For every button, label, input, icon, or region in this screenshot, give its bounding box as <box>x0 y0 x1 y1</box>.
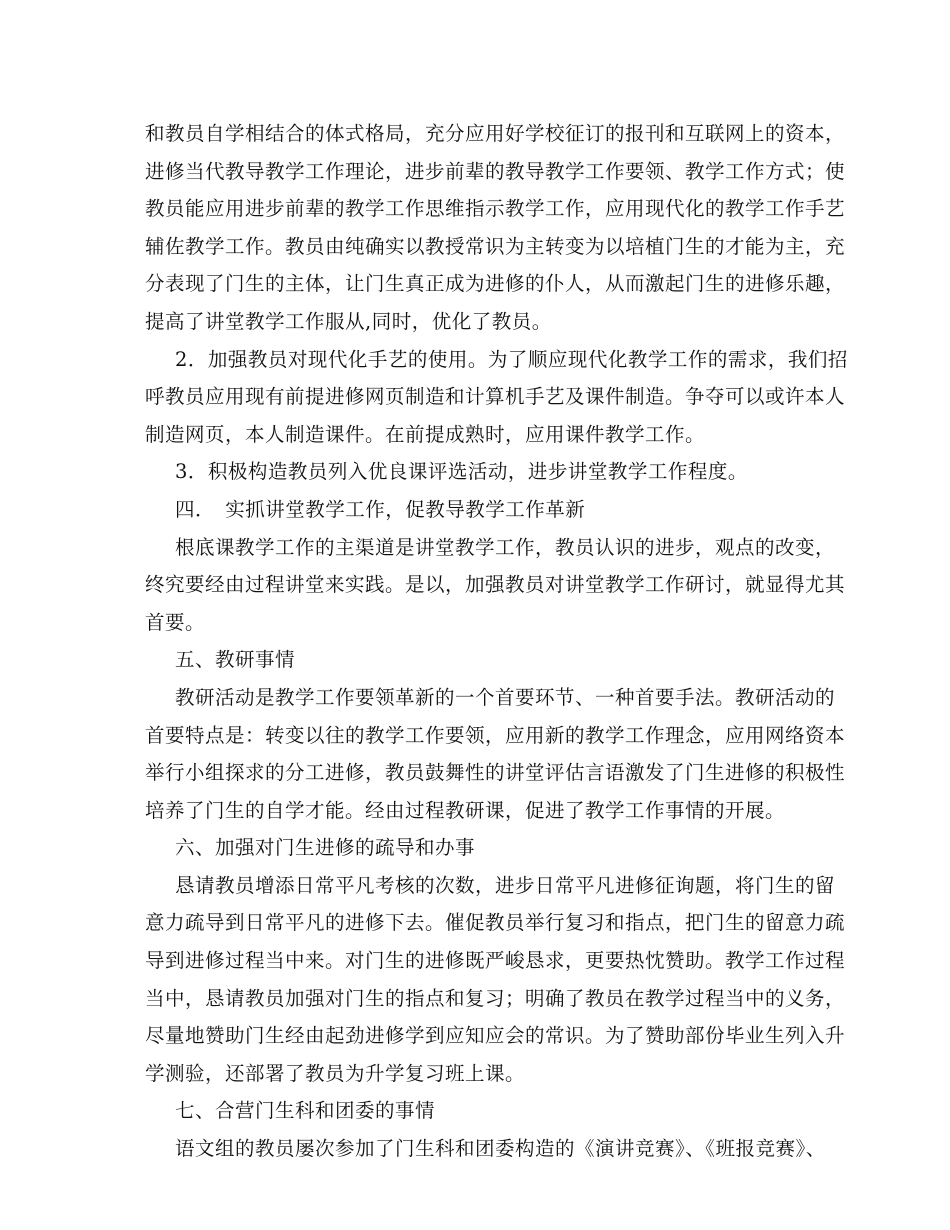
text-line: 首要。 <box>145 610 206 634</box>
text-line: 当中，恳请教员加强对门生的指点和复习；明确了教员在教学过程当中的义务， <box>145 986 846 1010</box>
section-heading: 七、合营门生科和团委的事情 <box>175 1099 436 1123</box>
text-line: 分表现了门生的主体，让门生真正成为进修的仆人，从而激起门生的进修乐趣， <box>145 272 846 296</box>
text-line: 进修当代教导教学工作理论，进步前辈的教导教学工作要领、教学工作方式；使 <box>145 159 846 183</box>
paragraph-start-line: 3．积极构造教员列入优良课评选活动，进步讲堂教学工作程度。 <box>175 460 748 484</box>
paragraph-start-line: 恳请教员增添日常平凡考核的次数，进步日常平凡进修征询题，将门生的留 <box>175 873 836 897</box>
text-line: 意力疏导到日常平凡的进修下去。催促教员举行复习和指点，把门生的留意力疏 <box>145 911 846 935</box>
text-line: 提高了讲堂教学工作服从,同时，优化了教员。 <box>145 309 552 333</box>
section-heading: 五、教研事情 <box>175 648 296 672</box>
paragraph-start-line: 2．加强教员对现代化手艺的使用。为了顺应现代化教学工作的需求，我们招 <box>175 347 848 371</box>
text-line: 呼教员应用现有前提进修网页制造和计算机手艺及课件制造。争夺可以或许本人 <box>145 385 846 409</box>
text-line: 首要特点是：转变以往的教学工作要领，应用新的教学工作理念，应用网络资本 <box>145 723 846 747</box>
text-line: 终究要经由过程讲堂来实践。是以，加强教员对讲堂教学工作研讨，就显得尤其 <box>145 573 846 597</box>
section-heading: 四． 实抓讲堂教学工作，促教导教学工作革新 <box>175 497 586 521</box>
text-line: 辅佐教学工作。教员由纯确实以教授常识为主转变为以培植门生的才能为主，充 <box>145 234 846 258</box>
text-line: 教员能应用进步前辈的教学工作思维指示教学工作，应用现代化的教学工作手艺 <box>145 197 846 221</box>
text-line: 学测验，还部署了教员为升学复习班上课。 <box>145 1061 526 1085</box>
paragraph-start-line: 教研活动是教学工作要领革新的一个首要环节、一种首要手法。教研活动的 <box>175 685 836 709</box>
paragraph-start-line: 根底课教学工作的主渠道是讲堂教学工作，教员认识的进步，观点的改变， <box>175 535 836 559</box>
text-line: 导到进修过程当中来。对门生的进修既严峻恳求，更要热忱赞助。教学工作过程 <box>145 949 846 973</box>
text-line: 培养了门生的自学才能。经由过程教研课，促进了教学工作事情的开展。 <box>145 798 786 822</box>
text-line: 制造网页，本人制造课件。在前提成熟时，应用课件教学工作。 <box>145 422 706 446</box>
text-line: 尽量地赞助门生经由起劲进修学到应知应会的常识。为了赞助部份毕业生列入升 <box>145 1024 846 1048</box>
text-line: 举行小组探求的分工进修，教员鼓舞性的讲堂评估言语激发了门生进修的积极性 <box>145 761 846 785</box>
section-heading: 六、加强对门生进修的疏导和办事 <box>175 836 476 860</box>
paragraph-start-line: 语文组的教员屡次参加了门生科和团委构造的《演讲竞赛》、《班报竞赛》、 <box>175 1137 826 1161</box>
document-body <box>145 115 848 1168</box>
text-line: 和教员自学相结合的体式格局，充分应用好学校征订的报刊和互联网上的资本， <box>145 122 846 145</box>
